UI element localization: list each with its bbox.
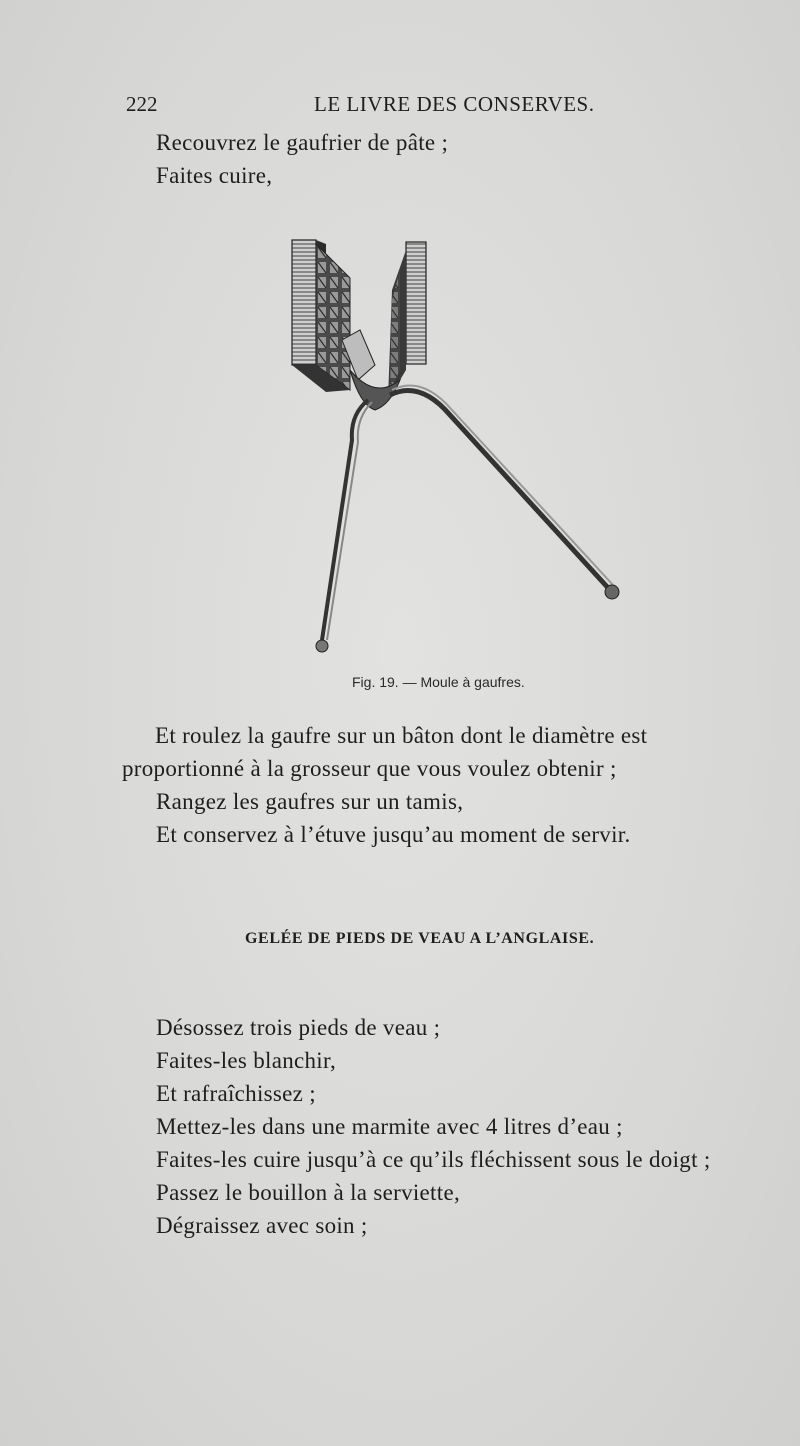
text-line: Et roulez la gaufre sur un bâton dont le diamètre est: [155, 723, 648, 748]
waffle-mold-illustration: [280, 230, 630, 670]
text-line: Et rafraîchissez ;: [156, 1081, 316, 1106]
text-line: Mettez-les dans une marmite avec 4 litres d’eau ;: [156, 1114, 623, 1139]
running-header: [126, 92, 616, 122]
text-line: proportionné à la grosseur que vous voulez obtenir ;: [122, 756, 617, 781]
left-handle: [316, 400, 372, 652]
right-plate: [388, 242, 426, 400]
text-line: Rangez les gaufres sur un tamis,: [156, 789, 464, 814]
running-title: LE LIVRE DES CONSERVES.: [314, 92, 595, 116]
page-number: 222: [126, 92, 158, 116]
text-line: Faites-les cuire jusqu’à ce qu’ils fléchissent sous le doigt ;: [156, 1147, 711, 1172]
figure-caption: Fig. 19. — Moule à gaufres.: [352, 674, 525, 690]
text-line: Dégraissez avec soin ;: [156, 1213, 368, 1238]
text-line: Passez le bouillon à la serviette,: [156, 1180, 460, 1205]
text-line: Désossez trois pieds de veau ;: [156, 1015, 441, 1040]
text-line: Recouvrez le gaufrier de pâte ;: [156, 130, 449, 155]
section-title: GELÉE DE PIEDS DE VEAU A L’ANGLAISE.: [245, 930, 595, 947]
text-line: Et conservez à l’étuve jusqu’au moment de servir.: [156, 822, 631, 847]
right-handle: [390, 386, 619, 600]
text-line: Faites-les blanchir,: [156, 1048, 337, 1073]
left-plate: [292, 240, 350, 392]
text-line: Faites cuire,: [156, 163, 273, 188]
